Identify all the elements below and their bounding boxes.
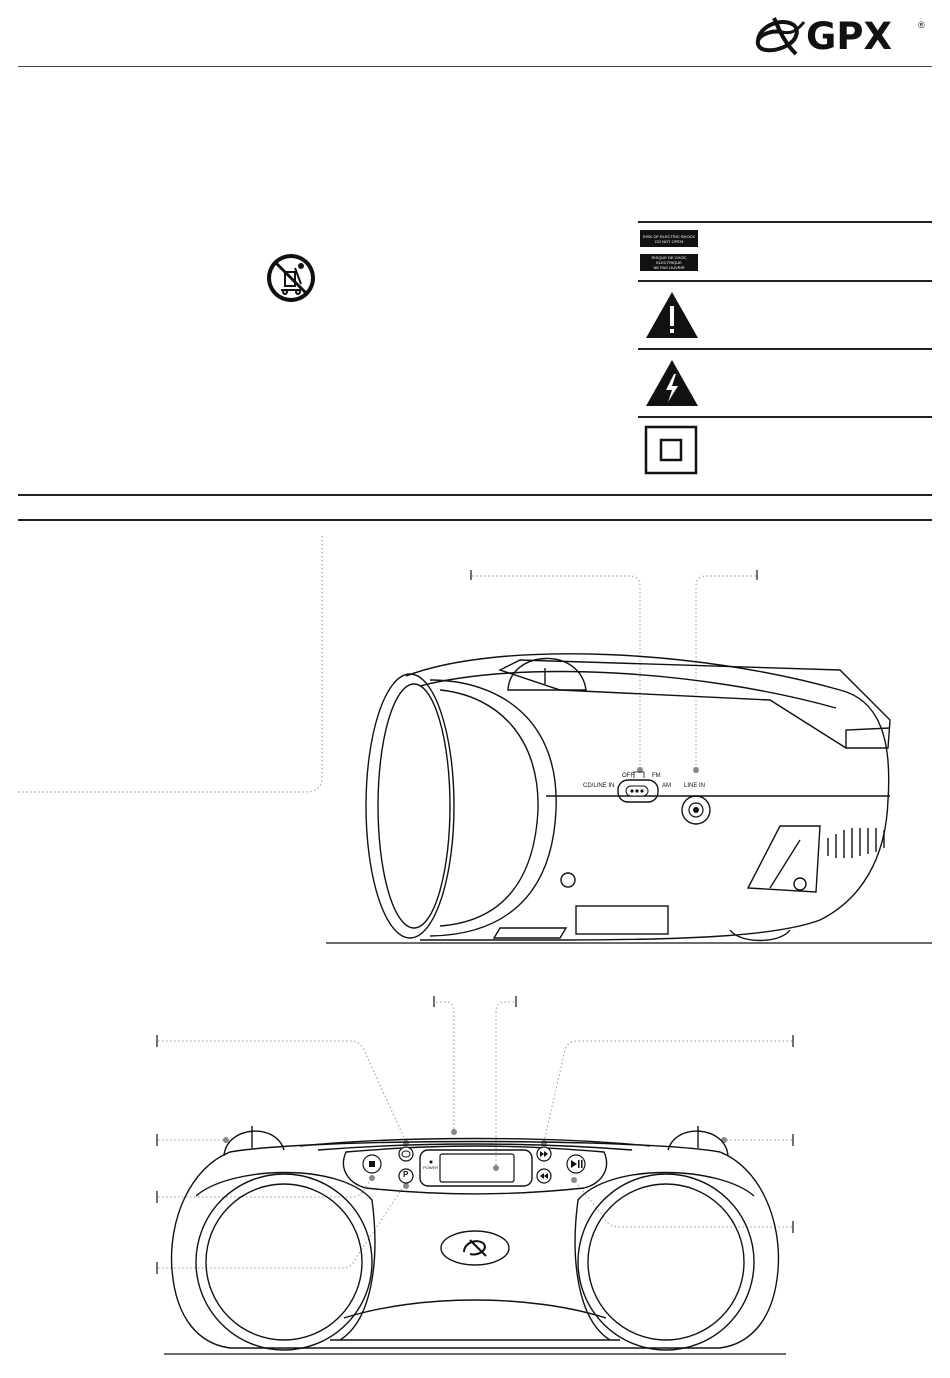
registered-mark: ® xyxy=(918,20,925,30)
caution-label-line-4: NE PAS OUVRIR xyxy=(653,265,685,270)
power-label: POWER xyxy=(423,1165,439,1170)
jack-label: LINE IN xyxy=(684,783,706,789)
repeat-button[interactable] xyxy=(399,1147,413,1161)
caution-label-line-2: DO NOT OPEN xyxy=(655,238,683,244)
stop-glyph-icon xyxy=(369,1161,375,1167)
caution-label-line-3: RISQUE DE CHOC ELECTRIQUE xyxy=(651,255,687,265)
switch-label-am: AM xyxy=(662,783,671,789)
brand-name: GPX xyxy=(806,15,893,58)
front-leader-lines xyxy=(158,1002,792,1268)
switch-label-fm: FM xyxy=(652,773,661,779)
gpx-logo-icon xyxy=(441,1231,509,1265)
switch-label-off: OFF xyxy=(622,773,634,779)
caution-label-line-1: RISK OF ELECTRIC SHOCK xyxy=(642,233,696,239)
boombox-front-body xyxy=(164,1126,786,1354)
program-label: P xyxy=(403,1170,409,1179)
switch-label-cd-line-in: CD/LINE IN xyxy=(583,783,615,789)
